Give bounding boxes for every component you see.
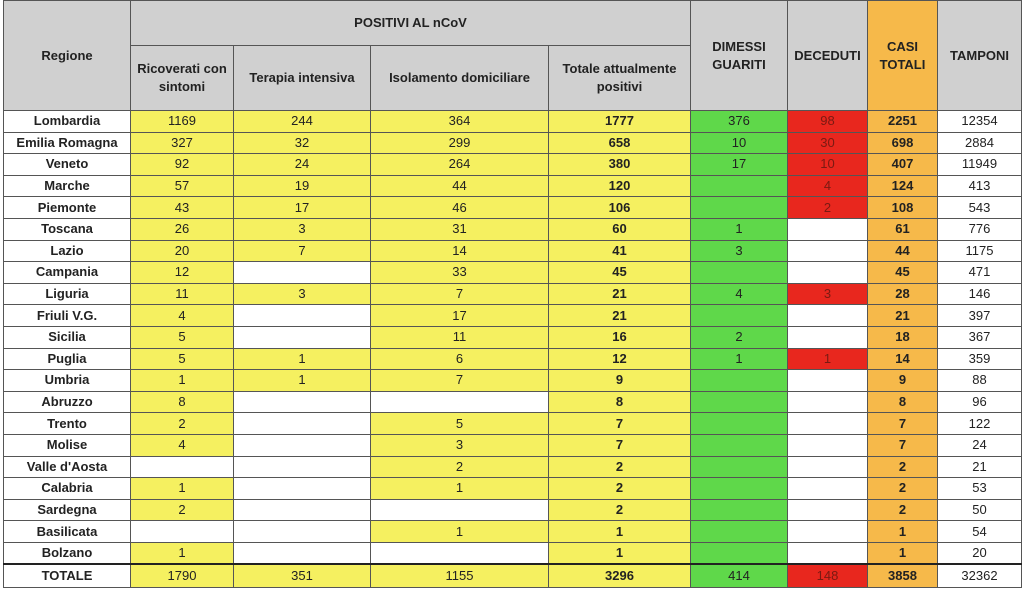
total-cell-casi-totali: 3858 (868, 564, 938, 588)
cell-ricoverati: 1169 (131, 111, 234, 133)
cell-tamponi: 367 (938, 326, 1022, 348)
cell-ricoverati: 2 (131, 413, 234, 435)
cell-totale-positivi: 16 (549, 326, 691, 348)
cell-ricoverati: 57 (131, 175, 234, 197)
cell-tamponi: 20 (938, 542, 1022, 564)
cell-deceduti: 10 (788, 154, 868, 176)
cell-casi-totali: 7 (868, 434, 938, 456)
cell-dimessi (691, 542, 788, 564)
cell-deceduti: 2 (788, 197, 868, 219)
cell-casi-totali: 61 (868, 218, 938, 240)
total-cell-deceduti: 148 (788, 564, 868, 588)
cell-ricoverati: 2 (131, 499, 234, 521)
cell-casi-totali: 44 (868, 240, 938, 262)
cell-ricoverati: 4 (131, 434, 234, 456)
header-deceduti: DECEDUTI (788, 1, 868, 111)
header-terapia: Terapia intensiva (234, 46, 371, 111)
cell-dimessi (691, 305, 788, 327)
cell-isolamento: 11 (371, 326, 549, 348)
cell-casi-totali: 108 (868, 197, 938, 219)
cell-totale-positivi: 380 (549, 154, 691, 176)
cell-regione: Puglia (4, 348, 131, 370)
cell-isolamento: 44 (371, 175, 549, 197)
cell-casi-totali: 18 (868, 326, 938, 348)
table-row (4, 154, 1022, 176)
header-ricoverati: Ricoverati con sintomi (131, 46, 234, 111)
cell-totale-positivi: 2 (549, 499, 691, 521)
cell-terapia: 3 (234, 218, 371, 240)
cell-regione: Liguria (4, 283, 131, 305)
cell-isolamento: 6 (371, 348, 549, 370)
cell-terapia (234, 542, 371, 564)
table-row (4, 132, 1022, 154)
cell-totale-positivi: 1 (549, 521, 691, 543)
cell-terapia: 32 (234, 132, 371, 154)
table-row (4, 197, 1022, 219)
cell-regione: Trento (4, 413, 131, 435)
table-row (4, 478, 1022, 500)
cell-casi-totali: 8 (868, 391, 938, 413)
cell-casi-totali: 21 (868, 305, 938, 327)
cell-dimessi (691, 197, 788, 219)
table-row (4, 370, 1022, 392)
cell-casi-totali: 14 (868, 348, 938, 370)
cell-tamponi: 543 (938, 197, 1022, 219)
cell-tamponi: 413 (938, 175, 1022, 197)
cell-tamponi: 146 (938, 283, 1022, 305)
cell-totale-positivi: 7 (549, 434, 691, 456)
cell-totale-positivi: 2 (549, 456, 691, 478)
cell-isolamento: 2 (371, 456, 549, 478)
cell-isolamento: 299 (371, 132, 549, 154)
cell-terapia (234, 326, 371, 348)
cell-deceduti (788, 218, 868, 240)
cell-totale-positivi: 106 (549, 197, 691, 219)
cell-ricoverati (131, 521, 234, 543)
cell-deceduti (788, 391, 868, 413)
cell-dimessi: 17 (691, 154, 788, 176)
cell-ricoverati: 20 (131, 240, 234, 262)
cell-isolamento: 17 (371, 305, 549, 327)
cell-isolamento: 264 (371, 154, 549, 176)
cell-tamponi: 21 (938, 456, 1022, 478)
cell-totale-positivi: 41 (549, 240, 691, 262)
cell-isolamento: 33 (371, 262, 549, 284)
cell-isolamento: 46 (371, 197, 549, 219)
header-casi: CASI TOTALI (868, 1, 938, 111)
cell-ricoverati: 8 (131, 391, 234, 413)
cell-terapia (234, 456, 371, 478)
cell-ricoverati: 26 (131, 218, 234, 240)
cell-terapia: 3 (234, 283, 371, 305)
cell-isolamento (371, 499, 549, 521)
cell-deceduti (788, 434, 868, 456)
cell-dimessi: 376 (691, 111, 788, 133)
cell-regione: Veneto (4, 154, 131, 176)
table-row (4, 434, 1022, 456)
cell-terapia (234, 521, 371, 543)
table-row (4, 542, 1022, 564)
cell-casi-totali: 407 (868, 154, 938, 176)
cell-regione: Basilicata (4, 521, 131, 543)
table-row (4, 305, 1022, 327)
table-row (4, 521, 1022, 543)
table-row (4, 218, 1022, 240)
cell-casi-totali: 124 (868, 175, 938, 197)
cell-totale-positivi: 9 (549, 370, 691, 392)
cell-totale-positivi: 1777 (549, 111, 691, 133)
cell-regione: Toscana (4, 218, 131, 240)
cell-ricoverati: 92 (131, 154, 234, 176)
total-cell-regione: TOTALE (4, 564, 131, 588)
cell-totale-positivi: 658 (549, 132, 691, 154)
cell-dimessi (691, 175, 788, 197)
cell-ricoverati: 5 (131, 348, 234, 370)
cell-deceduti: 1 (788, 348, 868, 370)
header-row-top (4, 1, 1022, 46)
cell-isolamento: 31 (371, 218, 549, 240)
cell-deceduti (788, 542, 868, 564)
cell-isolamento: 7 (371, 283, 549, 305)
cell-regione: Lombardia (4, 111, 131, 133)
cell-regione: Valle d'Aosta (4, 456, 131, 478)
table-row (4, 326, 1022, 348)
cell-dimessi (691, 262, 788, 284)
table-row (4, 262, 1022, 284)
cell-isolamento: 3 (371, 434, 549, 456)
cell-tamponi: 12354 (938, 111, 1022, 133)
table-row (4, 391, 1022, 413)
cell-totale-positivi: 21 (549, 283, 691, 305)
cell-dimessi (691, 499, 788, 521)
cell-casi-totali: 28 (868, 283, 938, 305)
cell-isolamento: 1 (371, 521, 549, 543)
cell-isolamento: 5 (371, 413, 549, 435)
cell-regione: Emilia Romagna (4, 132, 131, 154)
cell-terapia (234, 499, 371, 521)
cell-ricoverati: 327 (131, 132, 234, 154)
cell-totale-positivi: 60 (549, 218, 691, 240)
header-tamponi: TAMPONI (938, 1, 1022, 111)
cell-casi-totali: 698 (868, 132, 938, 154)
cell-deceduti (788, 413, 868, 435)
cell-isolamento: 7 (371, 370, 549, 392)
table-row (4, 240, 1022, 262)
cell-regione: Umbria (4, 370, 131, 392)
cell-tamponi: 53 (938, 478, 1022, 500)
cell-regione: Piemonte (4, 197, 131, 219)
cell-tamponi: 471 (938, 262, 1022, 284)
cell-terapia (234, 262, 371, 284)
cell-deceduti: 98 (788, 111, 868, 133)
cell-casi-totali: 2 (868, 456, 938, 478)
cell-tamponi: 88 (938, 370, 1022, 392)
cell-regione: Abruzzo (4, 391, 131, 413)
cell-ricoverati: 1 (131, 370, 234, 392)
cell-totale-positivi: 120 (549, 175, 691, 197)
cell-terapia: 1 (234, 370, 371, 392)
cell-isolamento (371, 542, 549, 564)
cell-totale-positivi: 1 (549, 542, 691, 564)
cell-ricoverati: 12 (131, 262, 234, 284)
header-dimessi: DIMESSI GUARITI (691, 1, 788, 111)
cell-casi-totali: 7 (868, 413, 938, 435)
cell-casi-totali: 9 (868, 370, 938, 392)
cell-dimessi: 1 (691, 348, 788, 370)
cell-deceduti (788, 305, 868, 327)
cell-tamponi: 1175 (938, 240, 1022, 262)
cell-ricoverati: 4 (131, 305, 234, 327)
totals-row (4, 564, 1022, 588)
cell-dimessi (691, 456, 788, 478)
header-totale-positivi: Totale attualmente positivi (549, 46, 691, 111)
cell-terapia: 1 (234, 348, 371, 370)
cell-tamponi: 397 (938, 305, 1022, 327)
cell-dimessi (691, 521, 788, 543)
cell-terapia: 17 (234, 197, 371, 219)
cell-deceduti (788, 499, 868, 521)
cell-ricoverati: 1 (131, 542, 234, 564)
cell-casi-totali: 2 (868, 478, 938, 500)
cell-terapia (234, 391, 371, 413)
cell-totale-positivi: 12 (549, 348, 691, 370)
cell-deceduti (788, 456, 868, 478)
cell-deceduti (788, 240, 868, 262)
cell-regione: Lazio (4, 240, 131, 262)
table-row (4, 499, 1022, 521)
cell-isolamento (371, 391, 549, 413)
cell-totale-positivi: 7 (549, 413, 691, 435)
cell-casi-totali: 1 (868, 521, 938, 543)
cell-dimessi (691, 370, 788, 392)
cell-ricoverati: 43 (131, 197, 234, 219)
cell-terapia: 24 (234, 154, 371, 176)
cell-deceduti: 30 (788, 132, 868, 154)
cell-regione: Friuli V.G. (4, 305, 131, 327)
cell-casi-totali: 2 (868, 499, 938, 521)
cell-terapia (234, 305, 371, 327)
cell-terapia: 7 (234, 240, 371, 262)
cell-deceduti (788, 370, 868, 392)
cell-regione: Campania (4, 262, 131, 284)
cell-deceduti (788, 521, 868, 543)
cell-terapia: 19 (234, 175, 371, 197)
total-cell-tamponi: 32362 (938, 564, 1022, 588)
cell-tamponi: 2884 (938, 132, 1022, 154)
cell-isolamento: 14 (371, 240, 549, 262)
cell-isolamento: 1 (371, 478, 549, 500)
cell-deceduti (788, 326, 868, 348)
covid-regional-table (3, 0, 1022, 588)
cell-tamponi: 24 (938, 434, 1022, 456)
total-cell-dimessi: 414 (691, 564, 788, 588)
cell-dimessi: 3 (691, 240, 788, 262)
cell-totale-positivi: 45 (549, 262, 691, 284)
cell-regione: Molise (4, 434, 131, 456)
cell-dimessi (691, 434, 788, 456)
cell-terapia (234, 434, 371, 456)
cell-totale-positivi: 2 (549, 478, 691, 500)
table-body (4, 111, 1022, 588)
cell-dimessi (691, 391, 788, 413)
cell-regione: Sicilia (4, 326, 131, 348)
header-regione: Regione (4, 1, 131, 111)
cell-dimessi (691, 413, 788, 435)
cell-regione: Marche (4, 175, 131, 197)
cell-dimessi (691, 478, 788, 500)
cell-deceduti: 4 (788, 175, 868, 197)
header-isolamento: Isolamento domiciliare (371, 46, 549, 111)
cell-casi-totali: 45 (868, 262, 938, 284)
cell-tamponi: 96 (938, 391, 1022, 413)
cell-ricoverati: 1 (131, 478, 234, 500)
cell-terapia (234, 413, 371, 435)
cell-tamponi: 359 (938, 348, 1022, 370)
cell-casi-totali: 2251 (868, 111, 938, 133)
cell-deceduti (788, 262, 868, 284)
cell-tamponi: 122 (938, 413, 1022, 435)
total-cell-totale-positivi: 3296 (549, 564, 691, 588)
cell-terapia: 244 (234, 111, 371, 133)
cell-tamponi: 50 (938, 499, 1022, 521)
cell-dimessi: 10 (691, 132, 788, 154)
table-row (4, 348, 1022, 370)
cell-totale-positivi: 21 (549, 305, 691, 327)
table-row (4, 413, 1022, 435)
cell-tamponi: 776 (938, 218, 1022, 240)
cell-dimessi: 1 (691, 218, 788, 240)
covid-regional-table-container (3, 0, 1021, 600)
header-positivi-group: POSITIVI AL nCoV (131, 1, 691, 46)
cell-deceduti: 3 (788, 283, 868, 305)
cell-terapia (234, 478, 371, 500)
cell-casi-totali: 1 (868, 542, 938, 564)
cell-dimessi: 4 (691, 283, 788, 305)
cell-regione: Bolzano (4, 542, 131, 564)
cell-totale-positivi: 8 (549, 391, 691, 413)
cell-deceduti (788, 478, 868, 500)
table-row (4, 283, 1022, 305)
cell-isolamento: 364 (371, 111, 549, 133)
cell-regione: Calabria (4, 478, 131, 500)
cell-tamponi: 11949 (938, 154, 1022, 176)
cell-tamponi: 54 (938, 521, 1022, 543)
table-row (4, 175, 1022, 197)
cell-regione: Sardegna (4, 499, 131, 521)
total-cell-isolamento: 1155 (371, 564, 549, 588)
table-row (4, 456, 1022, 478)
cell-ricoverati: 5 (131, 326, 234, 348)
cell-ricoverati (131, 456, 234, 478)
cell-ricoverati: 11 (131, 283, 234, 305)
cell-dimessi: 2 (691, 326, 788, 348)
total-cell-terapia: 351 (234, 564, 371, 588)
table-row (4, 111, 1022, 133)
total-cell-ricoverati: 1790 (131, 564, 234, 588)
